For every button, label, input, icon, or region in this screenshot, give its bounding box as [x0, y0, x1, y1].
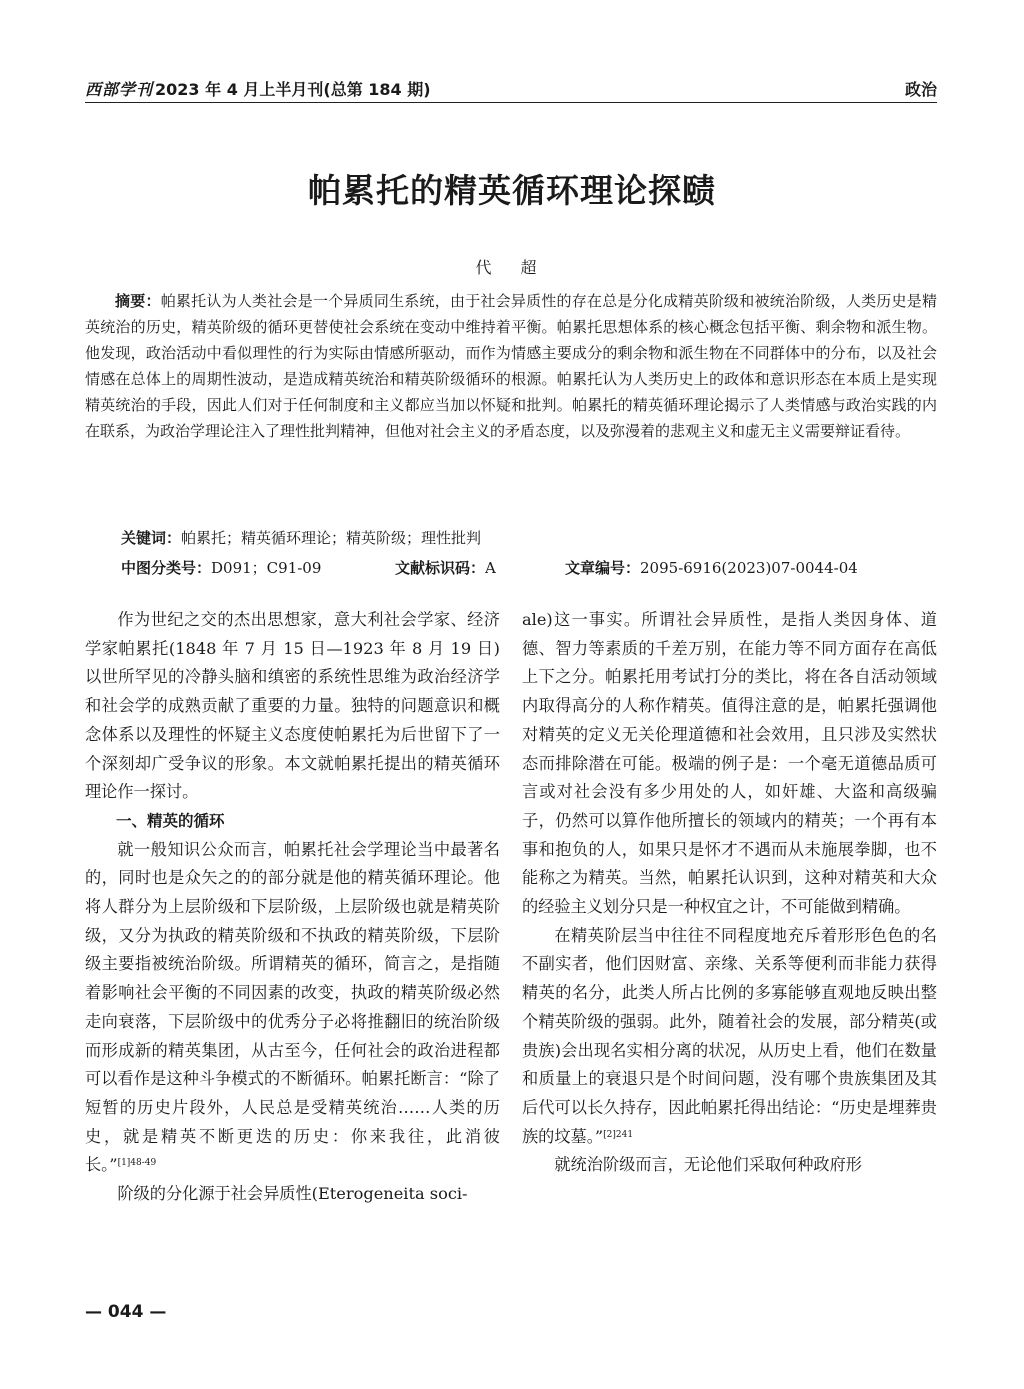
header-left — [85, 77, 431, 100]
journal-logo: 西部学刊 — [85, 80, 154, 99]
classification-line — [121, 555, 937, 581]
body-paragraph — [522, 922, 937, 1152]
body-paragraph: 就统治阶级而言，无论他们采取何种政府形 — [554, 1155, 862, 1175]
clc-label: 中图分类号： — [121, 559, 212, 577]
body-column-left — [85, 606, 500, 1209]
abstract — [85, 288, 937, 445]
abstract-label: 摘要： — [115, 292, 161, 310]
keywords — [121, 525, 937, 551]
article-number-value: 2095-6916(2023)07-0044-04 — [640, 559, 858, 577]
page-number: — 044 — — [85, 1302, 167, 1322]
body-column-right — [522, 606, 937, 1180]
body-paragraph: 作为世纪之交的杰出思想家，意大利社会学家、经济学家帕累托(1848 年 7 月 15 日—1923 年 8 月 19 日)以世所罕见的冷静头脑和缜密的系统性思维为政治经济学和社会学的成熟贡献了重要的力量。独特的问题意识和概念体系以及理性的怀疑主义态度使帕累托为后世留下了一个深刻却广受争议的形象。本文就帕累托提出的精英循环理论作一探讨。 — [85, 610, 500, 802]
author-name: 代 超 — [475, 258, 549, 277]
page-header — [85, 70, 937, 100]
citation-ref: [1]48-49 — [117, 1158, 157, 1169]
section-label: 政治 — [904, 80, 937, 99]
header-rule — [85, 102, 937, 103]
abstract-text: 帕累托认为人类社会是一个异质同生系统，由于社会异质性的存在总是分化成精英阶级和被统治阶级，人类历史是精英统治的历史，精英阶级的循环更替使社会系统在变动中维持着平衡。帕累托思想体系的核心概念包括平衡、剩余物和派生物。他发现，政治活动中看似理性的行为实际由情感所驱动，而作为情感主要成分的剩余物和派生物在不同群体中的分布，以及社会情感在总体上的周期性波动，是造成精英统治和精英阶级循环的根源。帕累托认为人类历史上的政体和意识形态在本质上是实现精英统治的手段，因此人们对于任何制度和主义都应当加以怀疑和批判。帕累托的精英循环理论揭示了人类情感与政治实践的内在联系，为政治学理论注入了理性批判精神，但他对社会主义的矛盾态度，以及弥漫着的悲观主义和虚无主义需要辩证看待。 — [85, 292, 937, 441]
body-paragraph — [85, 836, 500, 1180]
keywords-label: 关键词： — [121, 529, 182, 547]
body-paragraph: ale)这一事实。所谓社会异质性，是指人类因身体、道德、智力等素质的千差万别，在能力等不同方面存在高低上下之分。帕累托用考试打分的类比，将在各自活动领域内取得高分的人称作精英。值得注意的是，帕累托强调他对精英的定义无关伦理道德和社会效用，且只涉及实然状态而排除潜在可能。极端的例子是：一个毫无道德品质可言或对社会没有多少用处的人，如奸雄、大盗和高级骗子，仍然可以算作他所擅长的领域内的精英；一个再有本事和抱负的人，如果只是怀才不遇而从未施展拳脚，也不能称之为精英。当然，帕累托认识到，这种对精英和大众的经验主义划分只是一种权宜之计，不可能做到精确。 — [522, 610, 937, 917]
doc-code-value: A — [485, 559, 496, 577]
clc-value: D091；C91-09 — [211, 559, 322, 577]
keywords-text: 帕累托；精英循环理论；精英阶级；理性批判 — [181, 529, 482, 547]
section-heading: 一、精英的循环 — [116, 811, 225, 830]
citation-ref: [2]241 — [603, 1129, 634, 1140]
issue-info: 2023 年 4 月上半月刊(总第 184 期) — [155, 80, 431, 99]
paragraph-text: 就一般知识公众而言，帕累托社会学理论当中最著名的，同时也是众矢之的的部分就是他的精英循环理论。他将人群分为上层阶级和下层阶级，上层阶级也就是精英阶级，又分为执政的精英阶级和不执政的精英阶级，下层阶级主要指被统治阶级。所谓精英的循环，简言之，是指随着影响社会平衡的不同因素的改变，执政的精英阶级必然走向衰落，下层阶级中的优秀分子必将推翻旧的统治阶级而形成新的精英集团，从古至今，任何社会的政治进程都可以看作是这种斗争模式的不断循环。帕累托断言：“除了短暂的历史片段外，人民总是受精英统治……人类的历史，就是精英不断更迭的历史：你来我往，此消彼长。” — [85, 839, 500, 1175]
article-title: 帕累托的精英循环理论探赜 — [308, 171, 716, 210]
paragraph-text: 在精英阶层当中往往不同程度地充斥着形形色色的名不副实者，他们因财富、亲缘、关系等便利而非能力获得精英的名分，此类人所占比例的多寡能够直观地反映出整个精英阶级的强弱。此外，随着社会的发展，部分精英(或贵族)会出现名实相分离的状况，从历史上看，他们在数量和质量上的衰退只是个时间问题，没有哪个贵族集团及其后代可以长久持存，因此帕累托得出结论：“历史是埋葬贵族的坟墓。” — [522, 925, 937, 1146]
article-number-label: 文章编号： — [565, 559, 641, 577]
body-paragraph: 阶级的分化源于社会异质性(Eterogeneita soci- — [117, 1184, 468, 1204]
doc-code-label: 文献标识码： — [395, 559, 486, 577]
